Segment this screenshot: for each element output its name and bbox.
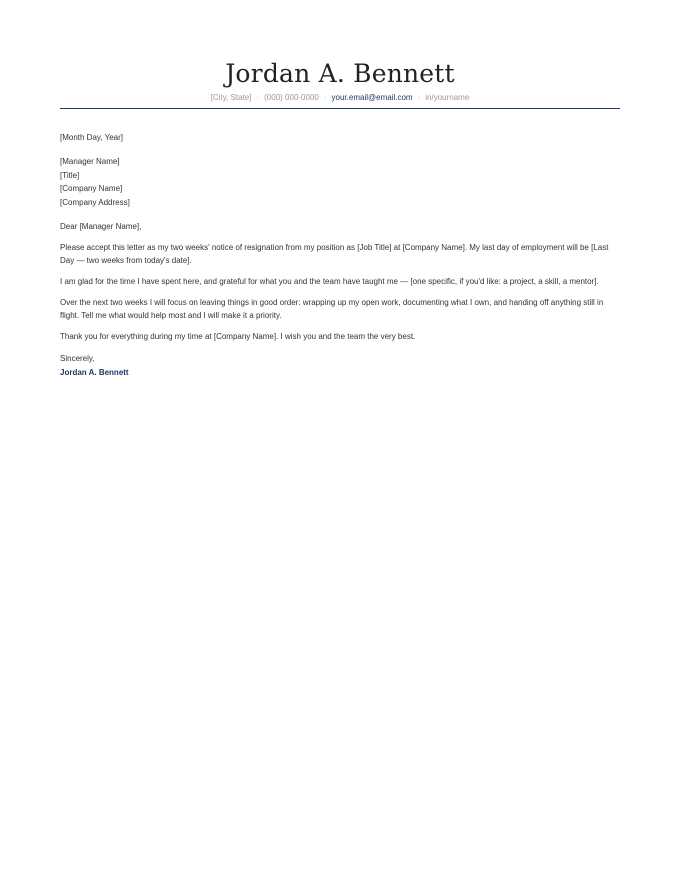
contact-email-link[interactable]: your.email@email.com [331, 93, 413, 102]
recipient-title: [Title] [60, 170, 80, 180]
header-divider [60, 108, 620, 109]
contact-line [60, 93, 620, 103]
signature: Jordan A. Bennett [60, 368, 129, 377]
letter-header [60, 58, 620, 103]
contact-location: [City, State] [210, 93, 252, 102]
recipient-name: [Manager Name] [60, 157, 120, 166]
contact-separator: · [323, 93, 327, 102]
body-paragraph: Please accept this letter as my two weeks' notice of resignation from my position as [Job Title] at [Company Name]. My last day of employment will be [Last Day — two weeks from today's date]. [60, 243, 609, 265]
body-paragraph: Over the next two weeks I will focus on leaving things in good order: wrapping up my open work, documenting what I own, and handing off anything still in flight. Tell me what would help most and I will make it a priority. [60, 298, 604, 320]
contact-separator: · [256, 93, 260, 102]
body-paragraph: Thank you for everything during my time at [Company Name]. I wish you and the team the very best. [60, 332, 416, 341]
body-paragraph: I am glad for the time I have spent here, and grateful for what you and the team have taught me — [one specific, if you'd like: a project, a skill, a mentor]. [60, 277, 599, 286]
salutation: Dear [Manager Name], [60, 222, 142, 231]
recipient-company: [Company Name] [60, 184, 123, 193]
letter-date: [Month Day, Year] [60, 133, 123, 142]
closing: Sincerely, [60, 354, 95, 363]
contact-phone: (000) 000-0000 [264, 93, 319, 102]
contact-separator: · [417, 93, 421, 102]
letter-body [60, 131, 620, 379]
sender-name: Jordan A. Bennett [225, 59, 455, 88]
recipient-address: [Company Address] [60, 197, 130, 207]
recipient-address-block [60, 155, 620, 209]
contact-linkedin: in/yourname [425, 93, 470, 102]
